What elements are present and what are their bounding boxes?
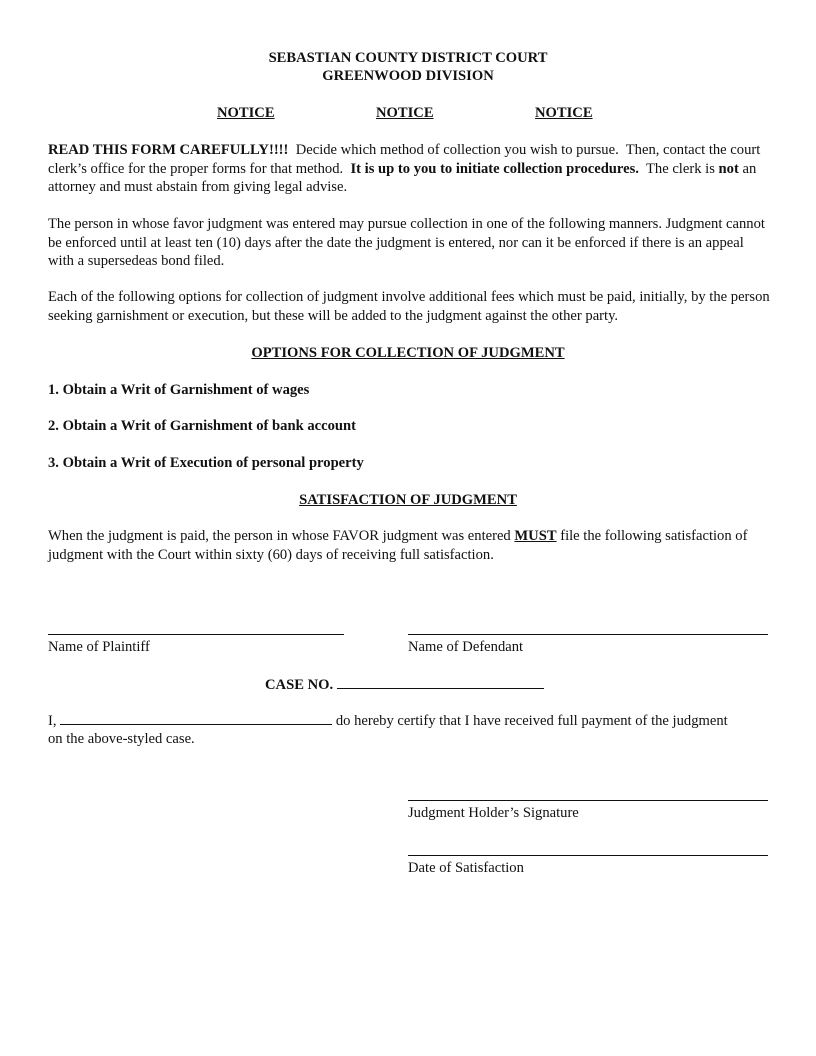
- case-number-label: CASE NO.: [265, 677, 334, 693]
- judgment-holder-signature-label: Judgment Holder’s Signature: [408, 805, 579, 821]
- fees-paragraph: Each of the following options for collection of judgment involve additional fees which must be paid, initially, by the person seeking garnishment or execution, but these will be added to the judgment against the other party.: [48, 289, 770, 324]
- notice-word-3: NOTICE: [535, 105, 593, 121]
- defendant-signature-line[interactable]: [408, 634, 768, 635]
- plaintiff-signature-line[interactable]: [48, 634, 344, 635]
- certifier-name-field[interactable]: [60, 712, 332, 725]
- case-number-field[interactable]: [337, 676, 544, 689]
- option-item-3: 3. Obtain a Writ of Execution of personal property: [48, 455, 364, 471]
- intro-bold-not: not: [718, 160, 739, 177]
- satisfaction-text-b: file the following satisfaction of judgment with the Court within sixty (60) days of receiving full satisfaction.: [48, 528, 748, 563]
- option-item-2: 2. Obtain a Writ of Garnishment of bank account: [48, 418, 356, 434]
- options-heading: OPTIONS FOR COLLECTION OF JUDGMENT: [251, 345, 565, 361]
- satisfaction-paragraph: [48, 527, 770, 564]
- intro-text-3: an attorney and must abstain from giving legal advise.: [48, 160, 757, 195]
- intro-bold-initiate: It is up to you to initiate collection procedures.: [350, 160, 639, 177]
- plaintiff-label: Name of Plaintiff: [48, 639, 150, 655]
- satisfaction-text-a: When the judgment is paid, the person in whose FAVOR judgment was entered: [48, 528, 515, 544]
- certify-text: do hereby certify that I have received full payment of the judgment: [332, 713, 728, 729]
- division-name: GREENWOOD DIVISION: [322, 68, 494, 84]
- notice-word-1: NOTICE: [217, 105, 275, 121]
- judgment-holder-signature-line[interactable]: [408, 800, 768, 801]
- certify-prefix: I,: [48, 713, 57, 729]
- court-name: SEBASTIAN COUNTY DISTRICT COURT: [268, 50, 548, 66]
- case-number-row: [265, 676, 544, 695]
- intro-paragraph: [48, 141, 770, 197]
- intro-lead: READ THIS FORM CAREFULLY!!!!: [48, 142, 289, 158]
- intro-text-1: Decide which method of collection you wish to pursue. Then, contact the court clerk’s office for the proper forms for that method.: [48, 142, 764, 177]
- date-of-satisfaction-line[interactable]: [408, 855, 768, 856]
- satisfaction-heading: SATISFACTION OF JUDGMENT: [299, 492, 517, 508]
- defendant-label: Name of Defendant: [408, 639, 524, 655]
- notice-word-2: NOTICE: [376, 105, 434, 121]
- must-emphasis: MUST: [514, 528, 557, 544]
- option-item-1: 1. Obtain a Writ of Garnishment of wages: [48, 382, 310, 398]
- intro-text-2: The clerk is: [638, 160, 719, 177]
- date-of-satisfaction-label: Date of Satisfaction: [408, 860, 524, 876]
- enforcement-paragraph: The person in whose favor judgment was entered may pursue collection in one of the following manners. Judgment cannot be enforced until at least ten (10) days after the date the judgment is entered, nor can it be enforced if there is an appeal with a supersedeas bond filed.: [48, 216, 765, 269]
- certify-line: [48, 712, 778, 731]
- certify-continuation: on the above-styled case.: [48, 731, 195, 747]
